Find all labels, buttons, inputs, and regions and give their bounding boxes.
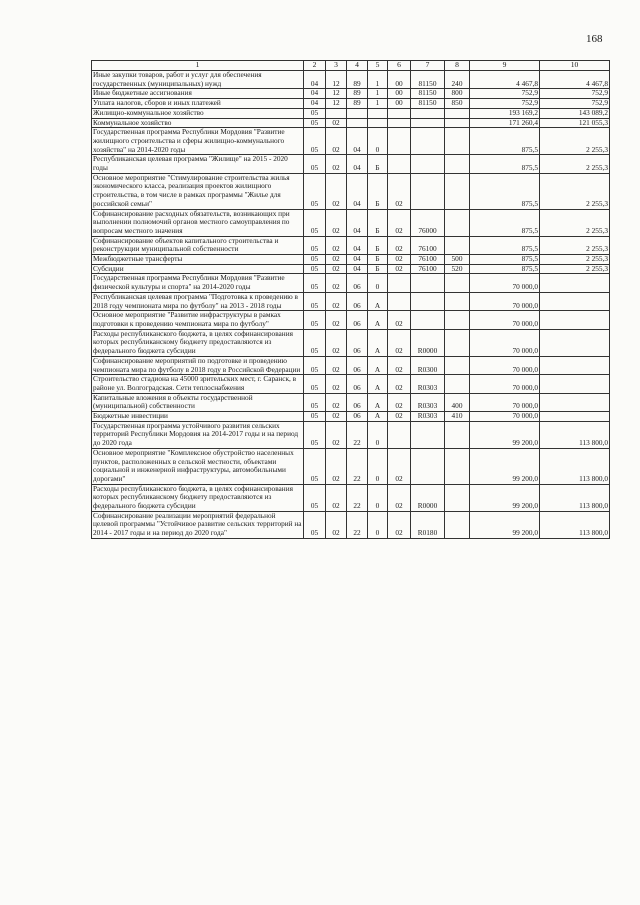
row-cell-v10 bbox=[540, 311, 610, 329]
header-col-3: 3 bbox=[326, 61, 347, 71]
row-cell-c7: R0303 bbox=[411, 375, 445, 393]
row-cell-c5: Б bbox=[368, 264, 388, 274]
row-cell-v9: 99 200,0 bbox=[470, 511, 540, 538]
row-cell-c5 bbox=[368, 108, 388, 118]
row-name: Софинансирование реализации мероприятий федеральной целевой программы "Устойчивое развитие сельских территорий на 2014 - 2017 годы и на период до 2020 года" bbox=[93, 511, 302, 538]
row-cell-c3: 02 bbox=[326, 274, 347, 292]
row-cell-c3: 02 bbox=[326, 356, 347, 374]
row-cell-c2: 05 bbox=[304, 511, 326, 538]
table-row bbox=[92, 264, 610, 274]
row-cell-c5: А bbox=[368, 311, 388, 329]
row-cell-c4: 89 bbox=[347, 99, 368, 109]
row-cell-c2: 05 bbox=[304, 108, 326, 118]
row-cell-c2: 05 bbox=[304, 356, 326, 374]
row-cell-c7 bbox=[411, 311, 445, 329]
row-cell-v9: 875,5 bbox=[470, 173, 540, 209]
row-cell-v9: 70 000,0 bbox=[470, 393, 540, 411]
row-cell-c4: 04 bbox=[347, 236, 368, 254]
row-cell-c6 bbox=[388, 118, 411, 128]
row-name: Основное мероприятие "Развитие инфраструктуры в рамках подготовки к проведению чемпионата мира по футболу" bbox=[92, 311, 304, 329]
row-name: Иные закупки товаров, работ и услуг для обеспечения государственных (муниципальных) нужд bbox=[92, 71, 304, 89]
table-row bbox=[92, 484, 610, 511]
row-cell-c3: 02 bbox=[326, 329, 347, 356]
table-row bbox=[92, 173, 610, 209]
row-cell-v10 bbox=[540, 329, 610, 356]
row-cell-v10: 2 255,3 bbox=[540, 209, 610, 236]
row-cell-c4: 06 bbox=[347, 393, 368, 411]
table-row bbox=[92, 89, 610, 99]
row-cell-c2: 05 bbox=[304, 448, 326, 484]
table-row bbox=[92, 274, 610, 292]
row-cell-c6: 00 bbox=[388, 99, 411, 109]
row-cell-c5: 1 bbox=[368, 71, 388, 89]
row-name: Бюджетные инвестиции bbox=[92, 412, 304, 422]
row-cell-c4: 06 bbox=[347, 311, 368, 329]
table-row bbox=[92, 236, 610, 254]
row-cell-c8: 800 bbox=[445, 89, 470, 99]
row-cell-c7: 76100 bbox=[411, 236, 445, 254]
row-cell-c5: 0 bbox=[368, 448, 388, 484]
row-cell-v9: 70 000,0 bbox=[470, 311, 540, 329]
row-cell-c8 bbox=[445, 155, 470, 173]
row-cell-v9: 70 000,0 bbox=[470, 329, 540, 356]
row-cell-c6: 02 bbox=[388, 173, 411, 209]
row-cell-c5: Б bbox=[368, 173, 388, 209]
table-row bbox=[92, 209, 610, 236]
row-cell-c4: 22 bbox=[347, 421, 368, 448]
row-cell-v9: 875,5 bbox=[470, 264, 540, 274]
row-name: Софинансирование расходных обязательств, возникающих при выполнении полномочий органов местного самоуправления по вопросам местного значения bbox=[92, 209, 304, 236]
row-cell-c7 bbox=[411, 448, 445, 484]
row-cell-c4: 04 bbox=[347, 155, 368, 173]
row-cell-c7: 81150 bbox=[411, 99, 445, 109]
row-cell-c7 bbox=[411, 128, 445, 155]
table-row bbox=[92, 118, 610, 128]
row-cell-c8 bbox=[445, 209, 470, 236]
row-cell-c8 bbox=[445, 375, 470, 393]
header-col-7: 7 bbox=[411, 61, 445, 71]
row-cell-c5: А bbox=[368, 292, 388, 310]
row-cell-c8: 410 bbox=[445, 412, 470, 422]
row-cell-c4: 04 bbox=[347, 255, 368, 265]
row-cell-c5: 0 bbox=[368, 128, 388, 155]
row-cell-c8: 850 bbox=[445, 99, 470, 109]
row-cell-c7: R0180 bbox=[411, 511, 445, 538]
row-cell-c7: 76100 bbox=[411, 264, 445, 274]
row-cell-v10: 2 255,3 bbox=[540, 173, 610, 209]
row-cell-c7: R0303 bbox=[411, 393, 445, 411]
row-name: Основное мероприятие "Комплексное обустройство населенных пунктов, расположенных в сельской местности, объектами социальной и инженерной инфраструктуры, автомобильными дорогами" bbox=[92, 448, 304, 484]
row-cell-c4: 06 bbox=[347, 274, 368, 292]
row-cell-c4: 22 bbox=[347, 448, 368, 484]
row-cell-c4: 04 bbox=[347, 264, 368, 274]
row-cell-c3: 02 bbox=[326, 448, 347, 484]
row-cell-c3: 12 bbox=[326, 99, 347, 109]
row-cell-c2: 05 bbox=[304, 155, 326, 173]
row-cell-c4: 04 bbox=[347, 128, 368, 155]
header-col-10: 10 bbox=[540, 61, 610, 71]
table-row bbox=[92, 99, 610, 109]
row-cell-c3: 02 bbox=[326, 209, 347, 236]
row-cell-c8 bbox=[445, 292, 470, 310]
row-cell-c3: 02 bbox=[326, 484, 347, 511]
row-cell-c7: R0303 bbox=[411, 412, 445, 422]
row-cell-c8 bbox=[445, 236, 470, 254]
row-cell-c8 bbox=[445, 128, 470, 155]
row-cell-c4: 06 bbox=[347, 375, 368, 393]
row-cell-c8 bbox=[445, 329, 470, 356]
row-cell-c8 bbox=[445, 511, 470, 538]
row-cell-v10: 2 255,3 bbox=[540, 236, 610, 254]
row-cell-c5: 0 bbox=[368, 511, 388, 538]
row-cell-c7: R0000 bbox=[411, 484, 445, 511]
row-name: Софинансирование объектов капитального строительства и реконструкции муниципальной собственности bbox=[92, 236, 304, 254]
row-cell-c4 bbox=[347, 108, 368, 118]
header-col-2: 2 bbox=[304, 61, 326, 71]
row-cell-c8 bbox=[445, 118, 470, 128]
row-cell-c3: 02 bbox=[326, 236, 347, 254]
row-cell-c4: 04 bbox=[347, 173, 368, 209]
row-cell-c7 bbox=[411, 108, 445, 118]
row-cell-c8: 500 bbox=[445, 255, 470, 265]
row-name: Софинансирование мероприятий по подготовке и проведению чемпионата мира по футболу в 2018 году в Российской Федерации bbox=[92, 356, 304, 374]
row-cell-c3: 02 bbox=[326, 264, 347, 274]
row-cell-v9: 70 000,0 bbox=[470, 292, 540, 310]
row-cell-c7: 76100 bbox=[411, 255, 445, 265]
row-cell-c7 bbox=[411, 421, 445, 448]
row-cell-c5: Б bbox=[368, 236, 388, 254]
row-cell-v9: 875,5 bbox=[470, 209, 540, 236]
row-cell-c3: 02 bbox=[326, 292, 347, 310]
row-cell-c4: 89 bbox=[347, 71, 368, 89]
table-row bbox=[92, 329, 610, 356]
row-cell-c8 bbox=[445, 484, 470, 511]
row-cell-v9: 875,5 bbox=[470, 236, 540, 254]
row-cell-v9: 70 000,0 bbox=[470, 274, 540, 292]
row-cell-c3 bbox=[326, 108, 347, 118]
header-col-9: 9 bbox=[470, 61, 540, 71]
row-cell-v9: 193 169,2 bbox=[470, 108, 540, 118]
row-cell-c6: 02 bbox=[388, 329, 411, 356]
row-cell-v10: 2 255,3 bbox=[540, 264, 610, 274]
row-name: Коммунальное хозяйство bbox=[92, 118, 304, 128]
row-cell-v10 bbox=[540, 412, 610, 422]
row-cell-c4 bbox=[347, 118, 368, 128]
table-row bbox=[92, 448, 610, 484]
table-row bbox=[92, 108, 610, 118]
row-cell-c8 bbox=[445, 173, 470, 209]
row-cell-c2: 05 bbox=[304, 236, 326, 254]
row-cell-c8: 400 bbox=[445, 393, 470, 411]
budget-table bbox=[91, 60, 610, 539]
row-cell-c5: А bbox=[368, 375, 388, 393]
row-name: Уплата налогов, сборов и иных платежей bbox=[92, 99, 304, 109]
row-cell-v10: 113 800,0 bbox=[540, 511, 610, 538]
row-cell-c2: 05 bbox=[304, 118, 326, 128]
row-cell-c7 bbox=[411, 173, 445, 209]
row-name: Расходы республиканского бюджета, в целях софинансирования которых республиканскому бюджету предоставляются из федерального бюджета субсидии bbox=[92, 484, 304, 511]
row-name: Иные бюджетные ассигнования bbox=[92, 89, 304, 99]
row-cell-c5 bbox=[368, 118, 388, 128]
row-name: Расходы республиканского бюджета, в целях софинансирования которых республиканскому бюджету предоставляются из федерального бюджета субсидии bbox=[92, 329, 304, 356]
row-cell-c5: Б bbox=[368, 155, 388, 173]
row-name: Межбюджетные трансферты bbox=[92, 255, 304, 265]
row-name: Государственная программа устойчивого развития сельских территорий Республики Мордовия на 2014-2017 годы и на период до 2020 года bbox=[92, 421, 304, 448]
row-cell-c5: А bbox=[368, 412, 388, 422]
row-cell-c2: 05 bbox=[304, 412, 326, 422]
table-row bbox=[92, 511, 610, 538]
row-cell-c8 bbox=[445, 274, 470, 292]
row-cell-c7 bbox=[411, 274, 445, 292]
row-name: Субсидии bbox=[92, 264, 304, 274]
row-name: Государственная программа Республики Мордовия "Развитие жилищного строительства и сферы жилищно-коммунального хозяйства" на 2014-2020 годы bbox=[92, 128, 304, 155]
table-row bbox=[92, 412, 610, 422]
row-cell-c7: 81150 bbox=[411, 71, 445, 89]
row-cell-c6: 02 bbox=[388, 209, 411, 236]
row-cell-c4: 06 bbox=[347, 356, 368, 374]
row-cell-c6 bbox=[388, 108, 411, 118]
row-cell-c3: 02 bbox=[326, 155, 347, 173]
row-cell-c6: 02 bbox=[388, 236, 411, 254]
table-row bbox=[92, 155, 610, 173]
row-cell-c7 bbox=[411, 292, 445, 310]
row-cell-c3: 02 bbox=[326, 511, 347, 538]
row-cell-v10: 113 800,0 bbox=[540, 484, 610, 511]
table-header-row bbox=[92, 61, 610, 71]
row-name: Республиканская целевая программа "Жилище" на 2015 - 2020 годы bbox=[92, 155, 304, 173]
row-cell-v10: 752,9 bbox=[540, 89, 610, 99]
row-cell-c2: 05 bbox=[304, 128, 326, 155]
row-cell-c6: 02 bbox=[388, 412, 411, 422]
row-cell-c5: А bbox=[368, 393, 388, 411]
row-cell-c5: 0 bbox=[368, 484, 388, 511]
row-cell-v10: 143 089,2 bbox=[540, 108, 610, 118]
row-name: Государственная программа Республики Мордовия "Развитие физической культуры и спорта" на 2014-2020 годы bbox=[92, 274, 304, 292]
row-cell-c2: 05 bbox=[304, 421, 326, 448]
row-cell-c3: 02 bbox=[326, 421, 347, 448]
row-cell-c2: 05 bbox=[304, 264, 326, 274]
table-row bbox=[92, 128, 610, 155]
row-cell-c4: 06 bbox=[347, 412, 368, 422]
row-cell-v10: 2 255,3 bbox=[540, 128, 610, 155]
row-cell-c6: 02 bbox=[388, 356, 411, 374]
row-cell-c2: 04 bbox=[304, 71, 326, 89]
row-cell-c6 bbox=[388, 292, 411, 310]
row-cell-c4: 06 bbox=[347, 292, 368, 310]
row-cell-c4: 89 bbox=[347, 89, 368, 99]
row-cell-v9: 99 200,0 bbox=[470, 421, 540, 448]
row-cell-v9: 875,5 bbox=[470, 255, 540, 265]
row-cell-c6: 02 bbox=[388, 264, 411, 274]
row-cell-c6: 02 bbox=[388, 448, 411, 484]
row-cell-c6 bbox=[388, 128, 411, 155]
row-cell-c5: А bbox=[368, 356, 388, 374]
row-cell-v10: 113 800,0 bbox=[540, 448, 610, 484]
row-cell-c6: 00 bbox=[388, 89, 411, 99]
table-row bbox=[92, 375, 610, 393]
row-cell-v10 bbox=[540, 274, 610, 292]
row-cell-c2: 04 bbox=[304, 89, 326, 99]
row-cell-v9: 99 200,0 bbox=[470, 448, 540, 484]
row-cell-c7 bbox=[411, 118, 445, 128]
row-cell-v9: 752,9 bbox=[470, 89, 540, 99]
row-cell-c6 bbox=[388, 155, 411, 173]
row-cell-c6: 02 bbox=[388, 511, 411, 538]
row-cell-c2: 05 bbox=[304, 329, 326, 356]
page-number: 168 bbox=[586, 33, 603, 45]
row-cell-c3: 02 bbox=[326, 173, 347, 209]
table-row bbox=[92, 255, 610, 265]
row-cell-c6: 00 bbox=[388, 71, 411, 89]
row-name: Основное мероприятие "Стимулирование строительства жилья экономического класса, реализация проектов жилищного строительства, в том числе в рамках программы "Жилье для российской семьи" bbox=[92, 173, 304, 209]
row-cell-c3: 12 bbox=[326, 71, 347, 89]
row-cell-c5: А bbox=[368, 329, 388, 356]
row-cell-c5: 1 bbox=[368, 89, 388, 99]
row-cell-c7 bbox=[411, 155, 445, 173]
header-col-6: 6 bbox=[388, 61, 411, 71]
row-cell-c3: 02 bbox=[326, 128, 347, 155]
row-cell-c5: 1 bbox=[368, 99, 388, 109]
table-row bbox=[92, 393, 610, 411]
row-cell-v10: 113 800,0 bbox=[540, 421, 610, 448]
header-col-8: 8 bbox=[445, 61, 470, 71]
row-cell-c6 bbox=[388, 274, 411, 292]
row-cell-v10: 4 467,8 bbox=[540, 71, 610, 89]
row-cell-c3: 02 bbox=[326, 118, 347, 128]
row-cell-v10: 2 255,3 bbox=[540, 155, 610, 173]
row-cell-c6: 02 bbox=[388, 311, 411, 329]
row-cell-c2: 05 bbox=[304, 274, 326, 292]
row-cell-c3: 12 bbox=[326, 89, 347, 99]
row-cell-v9: 70 000,0 bbox=[470, 375, 540, 393]
row-cell-c3: 02 bbox=[326, 412, 347, 422]
table-row bbox=[92, 71, 610, 89]
table-row bbox=[92, 292, 610, 310]
row-cell-c2: 05 bbox=[304, 173, 326, 209]
row-cell-v10 bbox=[540, 292, 610, 310]
row-cell-c3: 02 bbox=[326, 375, 347, 393]
row-cell-c2: 05 bbox=[304, 484, 326, 511]
row-cell-v9: 4 467,8 bbox=[470, 71, 540, 89]
table-row bbox=[92, 421, 610, 448]
row-cell-v9: 99 200,0 bbox=[470, 484, 540, 511]
row-cell-c5: 0 bbox=[368, 421, 388, 448]
row-name: Жилищно-коммунальное хозяйство bbox=[92, 108, 304, 118]
row-cell-c3: 02 bbox=[326, 255, 347, 265]
row-name: Строительство стадиона на 45000 зрительских мест, г. Саранск, в районе ул. Волгоградская. Сети теплоснабжения bbox=[92, 375, 304, 393]
row-cell-v10 bbox=[540, 375, 610, 393]
row-cell-c8 bbox=[445, 108, 470, 118]
row-cell-c4: 04 bbox=[347, 209, 368, 236]
row-cell-c2: 05 bbox=[304, 311, 326, 329]
row-cell-c2: 05 bbox=[304, 209, 326, 236]
row-cell-v10 bbox=[540, 393, 610, 411]
row-cell-c8: 240 bbox=[445, 71, 470, 89]
table-row bbox=[92, 311, 610, 329]
row-cell-c5: Б bbox=[368, 255, 388, 265]
row-cell-c5: 0 bbox=[368, 274, 388, 292]
header-col-4: 4 bbox=[347, 61, 368, 71]
header-col-5: 5 bbox=[368, 61, 388, 71]
row-name: Республиканская целевая программа "Подготовка к проведению в 2018 году чемпионата мира по футболу" на 2013 - 2018 годы bbox=[92, 292, 304, 310]
row-cell-c3: 02 bbox=[326, 393, 347, 411]
row-cell-v10: 121 055,3 bbox=[540, 118, 610, 128]
row-cell-c8 bbox=[445, 356, 470, 374]
header-col-1: 1 bbox=[92, 61, 304, 71]
row-cell-c6: 02 bbox=[388, 255, 411, 265]
row-cell-v9: 752,9 bbox=[470, 99, 540, 109]
row-cell-v10 bbox=[540, 356, 610, 374]
row-cell-v10: 752,9 bbox=[540, 99, 610, 109]
row-cell-v9: 875,5 bbox=[470, 155, 540, 173]
row-cell-c6: 02 bbox=[388, 375, 411, 393]
row-cell-c3: 02 bbox=[326, 311, 347, 329]
row-cell-v9: 875,5 bbox=[470, 128, 540, 155]
row-cell-c6: 02 bbox=[388, 393, 411, 411]
row-cell-v9: 70 000,0 bbox=[470, 356, 540, 374]
row-cell-c8 bbox=[445, 311, 470, 329]
row-cell-c7: 81150 bbox=[411, 89, 445, 99]
row-cell-c2: 05 bbox=[304, 255, 326, 265]
table-row bbox=[92, 356, 610, 374]
row-cell-c8 bbox=[445, 448, 470, 484]
row-cell-c2: 04 bbox=[304, 99, 326, 109]
row-name: Капитальные вложения в объекты государственной (муниципальной) собственности bbox=[92, 393, 304, 411]
row-cell-c8: 520 bbox=[445, 264, 470, 274]
row-cell-c7: R0000 bbox=[411, 329, 445, 356]
row-cell-c4: 06 bbox=[347, 329, 368, 356]
row-cell-c2: 05 bbox=[304, 375, 326, 393]
row-cell-c7: 76000 bbox=[411, 209, 445, 236]
row-cell-c8 bbox=[445, 421, 470, 448]
row-cell-v9: 70 000,0 bbox=[470, 412, 540, 422]
row-cell-v10: 2 255,3 bbox=[540, 255, 610, 265]
row-cell-c2: 05 bbox=[304, 393, 326, 411]
row-cell-c6: 02 bbox=[388, 484, 411, 511]
row-cell-c7: R0300 bbox=[411, 356, 445, 374]
row-cell-v9: 171 260,4 bbox=[470, 118, 540, 128]
row-cell-c4: 22 bbox=[347, 511, 368, 538]
row-cell-c4: 22 bbox=[347, 484, 368, 511]
row-cell-c6 bbox=[388, 421, 411, 448]
row-cell-c5: Б bbox=[368, 209, 388, 236]
row-cell-c2: 05 bbox=[304, 292, 326, 310]
